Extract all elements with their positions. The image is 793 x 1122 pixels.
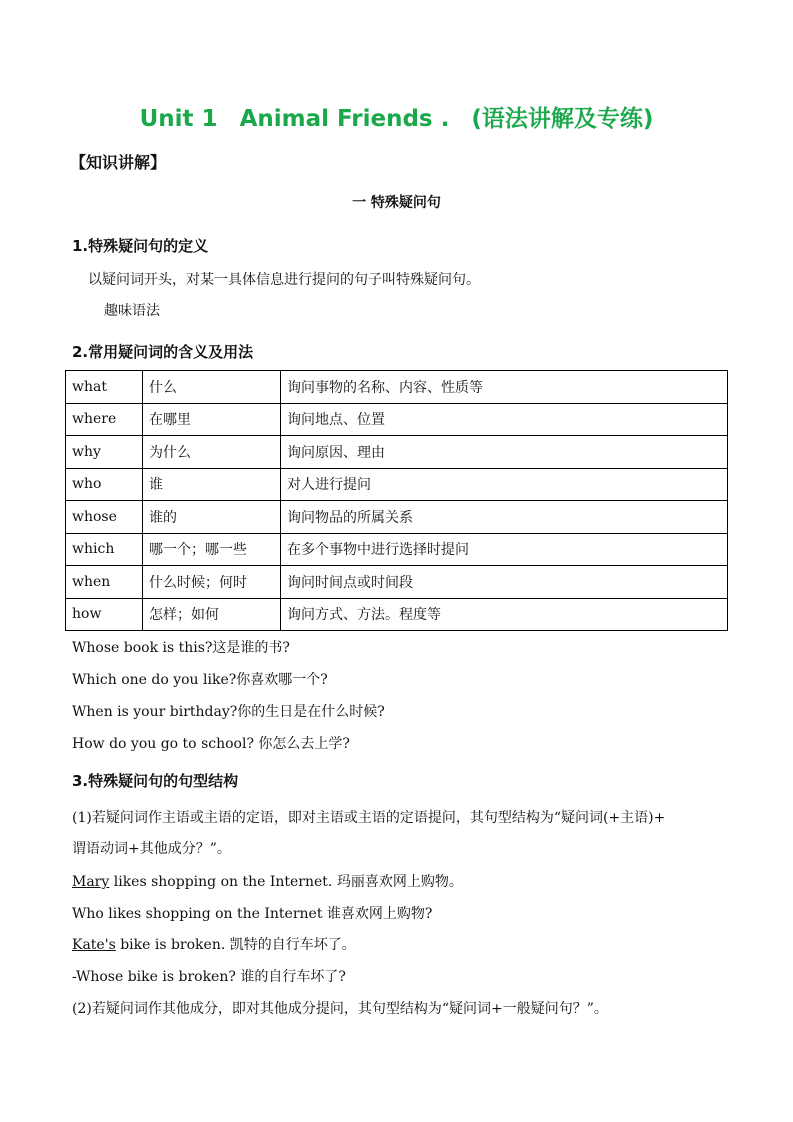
question-word-table	[65, 370, 728, 631]
table-row	[66, 566, 728, 599]
s3-example-3	[72, 934, 356, 954]
document-title	[0, 100, 793, 133]
usage-cell: 询问时间点或时间段	[281, 566, 728, 599]
s3-example-1	[72, 871, 463, 891]
table-row	[66, 533, 728, 566]
title-name: Animal Friends .	[239, 106, 450, 132]
usage-cell: 询问物品的所属关系	[281, 501, 728, 534]
example-text: likes shopping on the Internet. 玛丽喜欢网上购物。	[109, 874, 463, 890]
table-row	[66, 468, 728, 501]
underlined-attribute: Kate's	[72, 937, 116, 953]
word-cell: who	[66, 468, 143, 501]
usage-cell: 在多个事物中进行选择时提问	[281, 533, 728, 566]
table-row	[66, 436, 728, 469]
meaning-cell: 谁	[143, 468, 281, 501]
usage-cell: 询问地点、位置	[281, 403, 728, 436]
meaning-cell: 谁的	[143, 501, 281, 534]
s3-rule-1-line-2: 谓语动词+其他成分？”。	[72, 841, 231, 857]
s1-definition: 以疑问词开头，对某一具体信息进行提问的句子叫特殊疑问句。	[88, 272, 480, 288]
meaning-cell: 为什么	[143, 436, 281, 469]
example-text: bike is broken. 凯特的自行车坏了。	[115, 937, 356, 953]
s3-example-2: Who likes shopping on the Internet 谁喜欢网上购物?	[72, 906, 433, 922]
section-heading: 【知识讲解】	[70, 153, 167, 172]
word-cell: where	[66, 403, 143, 436]
usage-cell: 询问方式、方法。程度等	[281, 598, 728, 631]
meaning-cell: 怎样；如何	[143, 598, 281, 631]
meaning-cell: 在哪里	[143, 403, 281, 436]
s3-heading: 3.特殊疑问句的句型结构	[72, 772, 239, 790]
s1-fun-grammar: 趣味语法	[104, 303, 160, 319]
table-row	[66, 403, 728, 436]
example-sentence: When is your birthday?你的生日是在什么时候?	[72, 704, 385, 720]
table-row	[66, 371, 728, 404]
underlined-subject: Mary	[72, 874, 110, 890]
usage-cell: 询问原因、理由	[281, 436, 728, 469]
word-cell: why	[66, 436, 143, 469]
word-cell: which	[66, 533, 143, 566]
example-sentence: Whose book is this?这是谁的书?	[72, 640, 290, 656]
s1-heading: 1.特殊疑问句的定义	[72, 237, 209, 255]
meaning-cell: 什么	[143, 371, 281, 404]
example-sentence: How do you go to school? 你怎么去上学?	[72, 736, 350, 752]
s3-rule-1-line-1: (1)若疑问词作主语或主语的定语，即对主语或主语的定语提问，其句型结构为“疑问词(+主语)+	[72, 810, 666, 826]
title-note: (语法讲解及专练)	[471, 106, 654, 132]
word-cell: what	[66, 371, 143, 404]
word-cell: when	[66, 566, 143, 599]
s3-example-4: -Whose bike is broken? 谁的自行车坏了?	[72, 969, 346, 985]
meaning-cell: 什么时候；何时	[143, 566, 281, 599]
table-row	[66, 501, 728, 534]
usage-cell: 询问事物的名称、内容、性质等	[281, 371, 728, 404]
example-sentence: Which one do you like?你喜欢哪一个?	[72, 672, 328, 688]
usage-cell: 对人进行提问	[281, 468, 728, 501]
title-unit: Unit 1	[139, 106, 218, 132]
table-row	[66, 598, 728, 631]
s2-heading: 2.常用疑问词的含义及用法	[72, 343, 254, 361]
meaning-cell: 哪一个；哪一些	[143, 533, 281, 566]
word-cell: whose	[66, 501, 143, 534]
word-cell: how	[66, 598, 143, 631]
s3-rule-2: (2)若疑问词作其他成分，即对其他成分提问，其句型结构为“疑问词+一般疑问句？”。	[72, 1001, 608, 1017]
part-heading: 一 特殊疑问句	[352, 195, 441, 211]
